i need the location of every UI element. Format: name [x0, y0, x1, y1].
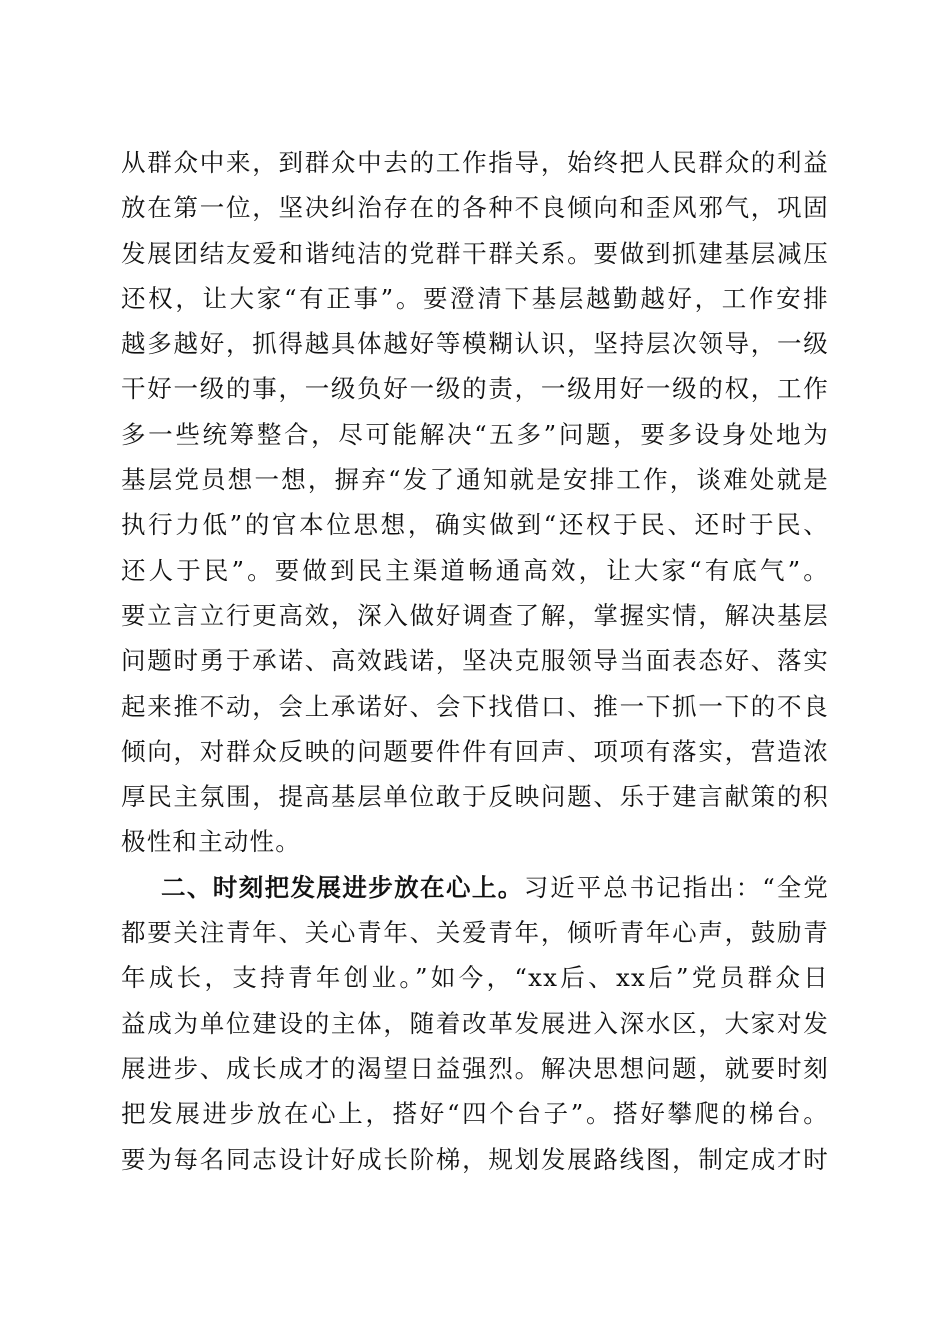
text-line: 放在第一位，坚决纠治存在的各种不良倾向和歪风邪气，巩固 — [121, 193, 829, 223]
document-body — [121, 140, 829, 1182]
text-line: 都要关注青年、关心青年、关爱青年，倾听青年心声，鼓励青 — [121, 918, 829, 948]
text-line: 问题时勇于承诺、高效践诺，坚决克服领导当面表态好、落实 — [121, 646, 829, 676]
section-heading: 二、时刻把发展进步放在心上。 — [161, 872, 524, 902]
text-line: 多一些统筹整合，尽可能解决“五多”问题，要多设身处地为 — [121, 419, 829, 449]
text-line: 执行力低”的官本位思想，确实做到“还权于民、还时于民、 — [121, 510, 829, 540]
text-line: 厚民主氛围，提高基层单位敢于反映问题、乐于建言献策的积 — [121, 782, 829, 812]
text-line: 展进步、成长成才的渴望日益强烈。解决思想问题，就要时刻 — [121, 1053, 829, 1083]
text-line: 极性和主动性。 — [121, 827, 301, 857]
text-line: 基层党员想一想，摒弃“发了通知就是安排工作，谈难处就是 — [121, 465, 829, 495]
text-line: 要为每名同志设计好成长阶梯，规划发展路线图，制定成才时 — [121, 1144, 829, 1174]
text-line: 还人于民”。要做到民主渠道畅通高效，让大家“有底气”。 — [121, 555, 829, 585]
text-line: 越多越好，抓得越具体越好等模糊认识，坚持层次领导，一级 — [121, 329, 829, 359]
text-line: 起来推不动，会上承诺好、会下找借口、推一下抓一下的不良 — [121, 691, 829, 721]
text-line: 年成长，支持青年创业。”如今，“xx后、xx后”党员群众日 — [121, 963, 829, 993]
paragraph-1 — [121, 140, 829, 865]
paragraph-2-first-line — [121, 865, 829, 910]
text-line: 益成为单位建设的主体，随着改革发展进入深水区，大家对发 — [121, 1008, 829, 1038]
text-line: 要立言立行更高效，深入做好调查了解，掌握实情，解决基层 — [121, 600, 829, 630]
text-line: 把发展进步放在心上，搭好“四个台子”。搭好攀爬的梯台。 — [121, 1099, 829, 1129]
paragraph-2 — [121, 865, 829, 1182]
text-line: 发展团结友爱和谐纯洁的党群干群关系。要做到抓建基层减压 — [121, 238, 829, 268]
text-line-rest: 习近平总书记指出：“全党 — [523, 872, 829, 902]
text-line: 干好一级的事，一级负好一级的责，一级用好一级的权，工作 — [121, 374, 829, 404]
text-line: 从群众中来，到群众中去的工作指导，始终把人民群众的利益 — [121, 148, 829, 177]
text-line: 倾向，对群众反映的问题要件件有回声、项项有落实，营造浓 — [121, 736, 829, 766]
text-line: 还权，让大家“有正事”。要澄清下基层越勤越好，工作安排 — [121, 283, 829, 313]
